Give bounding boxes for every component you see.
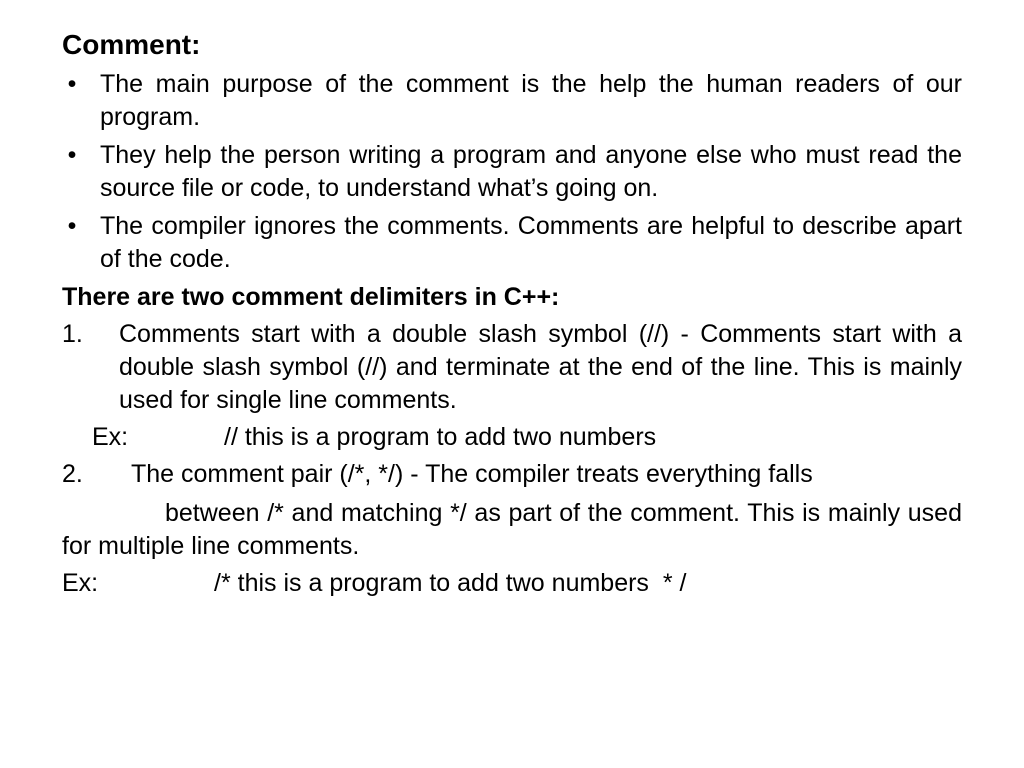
bullet-text: The main purpose of the comment is the help the human readers of our program. [100,70,962,131]
example-label: Ex: [92,423,129,451]
bullet-text: They help the person writing a program and anyone else who must read the source file or code, to understand what’s going on. [100,141,962,202]
slide-title: Comment: [62,29,201,60]
example-code: /* this is a program to add two numbers * / [214,569,687,597]
bullet-icon: • [67,70,77,98]
delimiters-heading: There are two comment delimiters in C++: [62,283,560,311]
item-text: The comment pair (/*, */) - The compiler treats everything falls [131,460,813,488]
item-number: 1. [62,320,83,348]
example-1 [62,421,962,454]
bullet-icon: • [67,141,77,169]
bullet-icon: • [67,212,77,240]
slide-content [62,26,962,604]
numbered-item-2 [62,458,962,491]
bullet-text: The compiler ignores the comments. Comments are helpful to describe apart of the code. [100,212,962,273]
example-label: Ex: [62,569,99,597]
example-2 [62,567,962,600]
item-number: 2. [62,460,83,488]
bullet-item [62,68,962,134]
bullet-item [62,210,962,276]
item-text: Comments start with a double slash symbol (//) - Comments start with a double slash symbol (//) and terminate at the end of the line. This is mainly used for single line comments. [119,320,962,414]
example-code: // this is a program to add two numbers [224,423,657,451]
numbered-item-1 [62,318,962,417]
item-2-continuation: between /* and matching */ as part of the comment. This is mainly used for multiple line comments. [62,499,962,560]
bullet-list [62,68,962,276]
bullet-item [62,139,962,205]
